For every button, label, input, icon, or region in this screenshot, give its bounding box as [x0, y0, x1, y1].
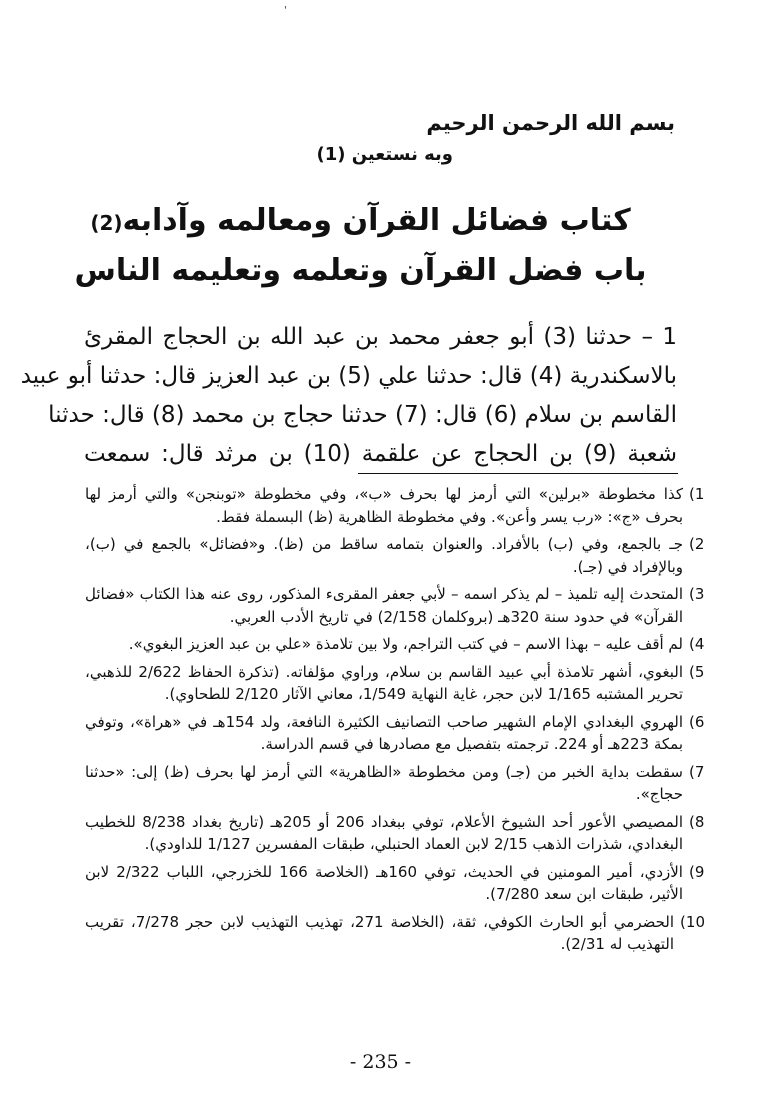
footnote-text: سقطت بداية الخبر من (جـ) ومن مخطوطة «الظاهرية» التي أرمز لها بحرف (ظ) إلى: «حدثنا حجاج».	[85, 762, 683, 803]
book-title	[60, 200, 661, 244]
book-title-text: كتاب فضائل القرآن ومعالمه وآدابه	[122, 203, 631, 238]
footnote-number: 9)	[689, 862, 705, 881]
footnote-text: كذا مخطوطة «برلين» التي أرمز لها بحرف «ب»، وفي مخطوطة «توبنجن» والتي أرمز لها بحرف «ج»: «رب يسر وأعن». وفي مخطوطة الظاهرية (ظ) البسملة فقط.	[85, 485, 683, 526]
footnote-number: 7)	[689, 762, 705, 781]
footnote-text: الحضرمي أبو الحارث الكوفي، ثقة، (الخلاصة 271، تهذيب التهذيب لابن حجر 7/278، تقريب التهذيب له 2/31).	[85, 912, 675, 953]
main-text	[20, 318, 677, 474]
footnote-number: 1)	[689, 485, 705, 503]
chapter-title: باب فضل القرآن وتعلمه وتعليمه الناس	[74, 253, 647, 288]
footnote	[85, 911, 705, 956]
footnote	[85, 761, 705, 806]
basmala: بسم الله الرحمن الرحيم	[426, 111, 675, 135]
page-number: - 235 -	[349, 1051, 412, 1073]
footnote-number: 8)	[689, 812, 705, 831]
main-text-line: بالاسكندرية (4) قال: حدثنا علي (5) بن عبد العزيز قال: حدثنا أبو عبيد	[20, 363, 677, 389]
footnote	[85, 811, 705, 856]
footnote	[85, 483, 705, 528]
footnote-text: المصيصي الأعور أحد الشيوخ الأعلام، توفي ببغداد 206 أو 205هـ (تاريخ بغداد 8/238 للخطيب البغدادي، شذرات الذهب 2/15 لابن العماد الحنبلي، طبقات المفسرين 1/127 للداودي).	[85, 812, 683, 853]
footnote	[85, 861, 705, 906]
footnote-number: 3)	[689, 585, 705, 603]
footnotes	[85, 483, 705, 961]
footnote-text: البغوي، أشهر تلامذة أبي عبيد القاسم بن سلام، وراوي مؤلفاته. (تذكرة الحفاظ 2/622 للذهبي، تحرير المشتبه 1/165 لابن حجر، غاية النهاية 1/549، معاني الآثار 2/120 للطحاوي).	[85, 662, 683, 703]
footnote-number: 2)	[689, 535, 705, 553]
footnote-text: لم أقف عليه – بهذا الاسم – في كتب التراجم، ولا بين تلامذة «علي بن عبد العزيز البغوي».	[128, 635, 683, 653]
footnote	[85, 533, 705, 578]
main-text-line: شعبة (9) بن الحجاج عن علقمة (10) بن مرثد قال: سمعت	[84, 441, 677, 467]
main-text-line: القاسم بن سلام (6) قال: (7) حدثنا حجاج بن محمد (8) قال: حدثنا	[48, 402, 677, 428]
top-mark: '	[284, 5, 287, 16]
footnote-number: 4)	[689, 635, 705, 653]
footnote-text: المتحدث إليه تلميذ – لم يذكر اسمه – لأبي جعفر المقرىء المذكور، روى عنه هذا الكتاب «فضائل القرآن» في حدود سنة 320هـ (بروكلمان 2/158) في تاريخ الأدب العربي.	[85, 585, 683, 626]
footnote-separator	[358, 473, 678, 474]
footnote	[85, 661, 705, 706]
istiana-line: وبه نستعين (1)	[316, 144, 453, 165]
footnote-number: 10)	[680, 912, 705, 931]
footnote	[85, 633, 705, 656]
footnote-number: 6)	[689, 712, 705, 731]
main-text-line: 1 – حدثنا (3) أبو جعفر محمد بن عبد الله بن الحجاج المقرئ	[84, 324, 677, 350]
footnote-text: جـ بالجمع، وفي (ب) بالأفراد. والعنوان بتمامه ساقط من (ظ). و«فضائل» بالجمع في (ب)، وبالإفراد في (جـ).	[85, 535, 683, 576]
footnote	[85, 711, 705, 756]
footnote-text: الهروي البغدادي الإمام الشهير صاحب التصانيف الكثيرة النافعة، ولد 154هـ في «هراة»، وتوفي بمكة 223هـ أو 224. ترجمته بتفصيل مع مصادرها في قسم الدراسة.	[85, 712, 683, 753]
footnote-text: الأزدي، أمير المومنين في الحديث، توفي 160هـ (الخلاصة 166 للخزرجي، اللباب 2/322 لابن الأثير، طبقات ابن سعد 7/280).	[85, 862, 683, 903]
book-title-footnote-ref: (2)	[90, 211, 123, 235]
footnote	[85, 583, 705, 628]
footnote-number: 5)	[689, 662, 705, 681]
